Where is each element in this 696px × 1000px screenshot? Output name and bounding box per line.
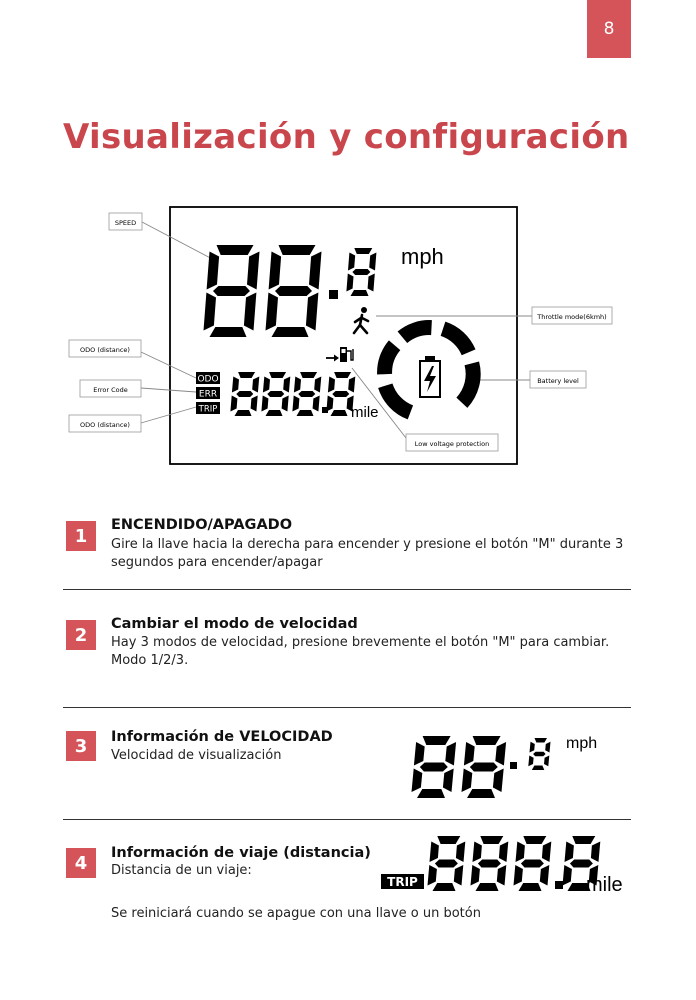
lcd-segment xyxy=(591,842,600,863)
lcd-segment xyxy=(267,391,284,397)
lcd-segment xyxy=(334,372,351,378)
battery-gauge xyxy=(385,328,474,413)
callout-odo-top xyxy=(69,340,141,357)
lcd-segment xyxy=(269,252,282,290)
lcd-digit xyxy=(412,736,457,798)
svg-text:Throttle mode(6kmh): Throttle mode(6kmh) xyxy=(537,313,607,321)
speed-decimal-dot xyxy=(329,290,338,299)
lcd-segment xyxy=(292,396,299,412)
lcd-segment xyxy=(473,736,501,745)
lcd-segment xyxy=(306,293,319,331)
trip-badge xyxy=(196,402,220,415)
lcd-segment xyxy=(445,742,456,766)
lcd-segment xyxy=(420,763,448,772)
lcd-segment xyxy=(544,756,549,767)
lcd-dot xyxy=(329,290,338,299)
lcd-segment xyxy=(263,377,270,393)
lcd-segment xyxy=(300,372,317,378)
svg-text:ODO (distance): ODO (distance) xyxy=(80,346,130,354)
svg-text:SPEED: SPEED xyxy=(114,219,137,227)
lcd-segment xyxy=(252,377,259,393)
fuel-pump-icon xyxy=(326,347,353,362)
lcd-segment xyxy=(238,372,255,378)
lcd-segment xyxy=(331,410,348,416)
lcd-segment xyxy=(348,253,355,271)
lcd-digit xyxy=(346,248,376,296)
lcd-segment xyxy=(521,860,544,868)
lcd-dot xyxy=(510,762,517,769)
lcd-segment xyxy=(467,789,495,798)
lcd-segment xyxy=(464,742,475,766)
lcd-segment xyxy=(417,789,445,798)
lcd-segment xyxy=(368,274,375,292)
lcd-segment xyxy=(497,865,507,886)
lcd-segment xyxy=(213,286,250,296)
lcd-segment xyxy=(279,245,316,255)
callout-battery-level xyxy=(530,371,586,388)
lcd-digit xyxy=(266,245,322,337)
lcd-segment xyxy=(369,253,376,271)
lcd-segment xyxy=(533,752,546,757)
speed-info-digits xyxy=(412,736,507,798)
lcd-segment xyxy=(230,396,237,412)
section-1-heading: ENCENDIDO/APAGADO xyxy=(111,517,293,533)
lcd-segment xyxy=(535,738,548,743)
callout-throttle-mode xyxy=(532,307,612,324)
lcd-segment xyxy=(563,865,572,886)
section-3-text: Velocidad de visualización xyxy=(111,748,282,763)
speed-unit: mph xyxy=(401,244,444,269)
section-2-heading: Cambiar el modo de velocidad xyxy=(111,616,358,632)
divider-1 xyxy=(63,589,631,590)
err-badge xyxy=(196,387,220,400)
divider-2 xyxy=(63,707,631,708)
lcd-segment xyxy=(314,377,321,393)
lcd-segment xyxy=(470,763,498,772)
lcd-segment xyxy=(476,883,499,891)
speed-info-decimal-dot xyxy=(510,762,517,769)
svg-text:ODO (distance): ODO (distance) xyxy=(80,421,130,429)
lcd-digit xyxy=(471,836,509,891)
callout-speed xyxy=(109,213,142,230)
section-3-number: 3 xyxy=(66,731,96,761)
lcd-segment xyxy=(471,865,480,886)
speed-info-unit: mph xyxy=(566,735,598,752)
lcd-digit xyxy=(462,736,507,798)
lcd-segment xyxy=(348,377,355,393)
svg-text:ODO: ODO xyxy=(197,374,219,385)
lcd-segment xyxy=(570,860,593,868)
lcd-segment xyxy=(217,245,254,255)
lcd-segment xyxy=(542,842,551,863)
lcd-digit xyxy=(261,372,290,416)
callout-error-code xyxy=(80,380,141,397)
lcd-segment xyxy=(435,860,458,868)
svg-text:Battery level: Battery level xyxy=(537,377,579,385)
speed-info-decimal-digit xyxy=(528,738,550,770)
speed-digits xyxy=(204,245,322,337)
lcd-segment xyxy=(261,396,268,412)
lcd-segment xyxy=(251,396,258,412)
lcd-segment xyxy=(235,410,252,416)
lcd-segment xyxy=(244,293,257,331)
svg-text:TRIP: TRIP xyxy=(198,404,218,415)
page-title: Visualización y configuración xyxy=(63,117,630,157)
lcd-segment xyxy=(232,377,239,393)
lcd-segment xyxy=(332,391,349,397)
lcd-segment xyxy=(514,865,523,886)
lcd-segment xyxy=(247,252,260,290)
walking-person-icon xyxy=(354,307,368,333)
lcd-segment xyxy=(523,836,546,844)
lcd-segment xyxy=(298,391,315,397)
lcd-digit xyxy=(230,372,259,416)
svg-text:Error Code: Error Code xyxy=(93,386,128,394)
lcd-segment xyxy=(493,769,504,793)
distance-unit: mile xyxy=(351,404,379,421)
lcd-segment xyxy=(545,742,550,753)
lcd-segment xyxy=(414,742,425,766)
lcd-segment xyxy=(346,274,353,292)
lcd-digit xyxy=(528,738,550,770)
lcd-segment xyxy=(499,842,508,863)
lcd-segment xyxy=(210,327,247,337)
lcd-segment xyxy=(266,410,283,416)
section-1-number: 1 xyxy=(66,521,96,551)
lcd-segment xyxy=(313,396,320,412)
section-4-number: 4 xyxy=(66,848,96,878)
svg-text:Low voltage protection: Low voltage protection xyxy=(414,440,490,448)
lcd-segment xyxy=(516,842,525,863)
lcd-segment xyxy=(540,865,550,886)
battery-charging-icon xyxy=(420,356,440,397)
footnote: Se reiniciará cuando se apague con una llave o un botón xyxy=(111,906,481,921)
lcd-segment xyxy=(572,836,595,844)
lcd-digit xyxy=(292,372,321,416)
section-1-text: Gire la llave hacia la derecha para encender y presione el botón "M" durante 3 segundos para encender/apagar xyxy=(111,537,624,570)
lcd-segment xyxy=(294,377,301,393)
lcd-segment xyxy=(283,377,290,393)
lcd-digit xyxy=(514,836,552,891)
lcd-dot xyxy=(555,881,563,889)
lcd-segment xyxy=(480,836,503,844)
lcd-segment xyxy=(352,269,370,275)
lcd-segment xyxy=(269,372,286,378)
trip-info-digits xyxy=(428,836,552,891)
lcd-segment xyxy=(519,883,542,891)
lcd-segment xyxy=(297,410,314,416)
callout-odo-bottom xyxy=(69,415,141,432)
lcd-segment xyxy=(456,842,465,863)
lcd-segment xyxy=(204,293,217,331)
lcd-digit xyxy=(204,245,260,337)
lcd-segment xyxy=(462,769,473,793)
lcd-segment xyxy=(478,860,501,868)
trip-info-decimal-dot xyxy=(555,881,563,889)
divider-3 xyxy=(63,819,631,820)
lcd-segment xyxy=(266,293,279,331)
speed-decimal-digit xyxy=(346,248,376,296)
section-2-text: Hay 3 modos de velocidad, presione brevemente el botón "M" para cambiar. Modo 1/2/3. xyxy=(111,635,610,668)
lcd-segment xyxy=(328,377,335,393)
callout-low-voltage xyxy=(406,434,498,451)
svg-text:TRIP: TRIP xyxy=(387,875,418,889)
lcd-segment xyxy=(443,769,454,793)
lcd-segment xyxy=(433,883,456,891)
lcd-segment xyxy=(275,286,312,296)
svg-text:ERR: ERR xyxy=(198,389,218,400)
lcd-segment xyxy=(428,865,437,886)
lcd-segment xyxy=(532,766,545,771)
section-4-heading: Información de viaje (distancia) xyxy=(111,845,371,861)
lcd-segment xyxy=(326,396,333,412)
lcd-segment xyxy=(530,742,535,753)
page-number: 8 xyxy=(603,19,615,39)
lcd-segment xyxy=(528,756,533,767)
trip-info-badge xyxy=(381,874,424,889)
lcd-segment xyxy=(495,742,506,766)
lcd-segment xyxy=(430,842,439,863)
lcd-segment xyxy=(454,865,464,886)
lcd-segment xyxy=(437,836,460,844)
lcd-digit xyxy=(428,836,466,891)
lcd-segment xyxy=(423,736,451,745)
section-3-heading: Información de VELOCIDAD xyxy=(111,729,333,745)
lcd-segment xyxy=(565,842,574,863)
lcd-segment xyxy=(282,396,289,412)
lcd-segment xyxy=(309,252,322,290)
lcd-segment xyxy=(272,327,309,337)
odo-badge xyxy=(196,372,220,385)
trip-info-unit: mile xyxy=(586,874,623,896)
section-2-number: 2 xyxy=(66,620,96,650)
lcd-segment xyxy=(351,290,369,296)
lcd-segment xyxy=(473,842,482,863)
lcd-segment xyxy=(354,248,372,254)
odo-digits xyxy=(230,372,321,416)
section-4-text: Distancia de un viaje: xyxy=(111,863,252,878)
lcd-segment xyxy=(236,391,253,397)
lcd-segment xyxy=(412,769,423,793)
